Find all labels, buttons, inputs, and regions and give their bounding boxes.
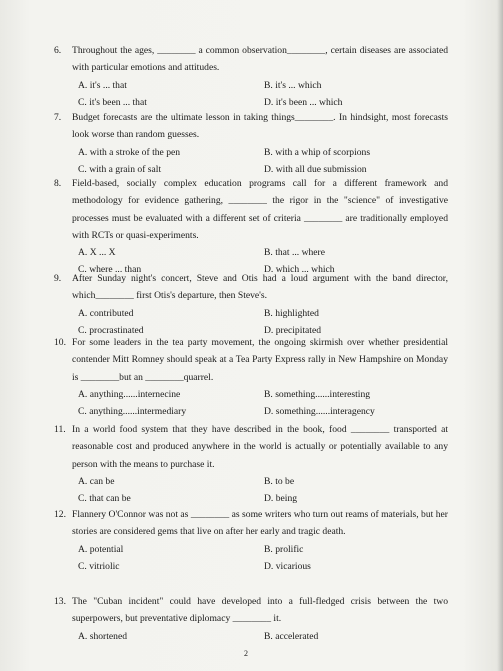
option-b[interactable]: B. that ... where (264, 247, 326, 259)
page-edge-shadow (497, 0, 503, 671)
options-row (78, 77, 448, 94)
option-b[interactable]: B. it's ... which (264, 79, 322, 91)
question-12 (54, 506, 448, 575)
option-d[interactable]: D. it's been ... which (264, 96, 343, 108)
option-a[interactable]: A. it's ... that (78, 79, 127, 91)
question-number: 7. (54, 112, 62, 123)
option-a[interactable]: A. X ... X (78, 247, 116, 259)
page-number: 2 (244, 649, 248, 658)
option-d[interactable]: D. something......interagency (264, 406, 375, 418)
options-row (78, 244, 448, 261)
option-c[interactable]: C. vitriolic (78, 560, 120, 572)
question-stem: In a world food system that they have described in the book, food ________ transported at reasonable cost and produced anywhere in the world is actually or potentially available to any person with the means to purchase it. (72, 424, 448, 470)
option-b[interactable]: B. with a whip of scorpions (264, 146, 371, 158)
question-number: 11. (54, 424, 66, 435)
question-stem: For some leaders in the tea party movement, the ongoing skirmish over whether presidential contender Mitt Romney should speak at a Tea Party Express rally in New Hampshire on Monday is ________but an ________quarrel. (72, 337, 448, 383)
option-c[interactable]: C. anything......intermediary (78, 406, 187, 418)
option-a[interactable]: A. shortened (78, 630, 128, 642)
options-row (78, 403, 448, 420)
question-10 (54, 334, 448, 420)
option-d[interactable]: D. with all due submission (264, 163, 367, 175)
option-c[interactable]: C. procrastinated (78, 324, 144, 336)
question-stem: Flannery O'Connor was not as ________ as some writers who turn out reams of materials, but her stories are considered gems that live on after her early and tragic death. (72, 509, 448, 538)
options-row (78, 473, 448, 490)
option-c[interactable]: C. with a grain of salt (78, 163, 162, 175)
option-c[interactable]: C. that can be (78, 493, 131, 505)
options-row (78, 386, 448, 403)
question-stem: Budget forecasts are the ultimate lesson in taking things________. In hindsight, most forecasts look worse than random guesses. (72, 112, 448, 141)
option-a[interactable]: A. with a stroke of the pen (78, 146, 181, 158)
options-row (78, 144, 448, 161)
options-row (78, 628, 448, 645)
option-a[interactable]: A. contributed (78, 307, 134, 319)
option-c[interactable]: C. it's been ... that (78, 96, 147, 108)
question-number: 10. (54, 337, 66, 348)
option-c[interactable]: C. where ... than (78, 264, 142, 276)
question-9 (54, 270, 448, 339)
option-b[interactable]: B. to be (264, 475, 295, 487)
question-stem: Throughout the ages, ________ a common observation________, certain diseases are associated with particular emotions and attitudes. (72, 45, 448, 74)
options-row (78, 305, 448, 322)
option-b[interactable]: B. accelerated (264, 630, 319, 642)
question-7 (54, 109, 448, 178)
option-b[interactable]: B. prolific (264, 543, 304, 555)
options-row (78, 490, 448, 507)
question-stem: The "Cuban incident" could have developed into a full-fledged crisis between the two superpowers, but preventative diplomacy ________ it. (72, 596, 448, 625)
question-6 (54, 42, 448, 111)
options-row (78, 558, 448, 575)
question-number: 9. (54, 273, 62, 284)
question-13 (54, 593, 448, 645)
question-stem: Field-based, socially complex education programs call for a different framework and methodology for evidence gathering, ________ the rigor in the "science" of investigative processes must be evaluated with a different set of criteria ________ are traditionally employed with RCTs or quasi-experiments. (72, 178, 448, 241)
question-stem: After Sunday night's concert, Steve and Otis had a loud argument with the band director, which________ first Otis's departure, then Steve's. (72, 273, 448, 302)
option-d[interactable]: D. being (264, 493, 298, 505)
question-8 (54, 175, 448, 279)
question-11 (54, 421, 448, 507)
option-b[interactable]: B. something......interesting (264, 388, 371, 400)
options-row (78, 541, 448, 558)
question-number: 12. (54, 509, 66, 520)
question-number: 13. (54, 596, 66, 607)
option-a[interactable]: A. can be (78, 475, 115, 487)
option-d[interactable]: D. which ... which (264, 264, 335, 276)
option-a[interactable]: A. potential (78, 543, 124, 555)
option-b[interactable]: B. highlighted (264, 307, 319, 319)
option-d[interactable]: D. vicarious (264, 560, 311, 572)
question-number: 6. (54, 45, 62, 56)
question-number: 8. (54, 178, 62, 189)
option-d[interactable]: D. precipitated (264, 324, 322, 336)
option-a[interactable]: A. anything......internecine (78, 388, 181, 400)
